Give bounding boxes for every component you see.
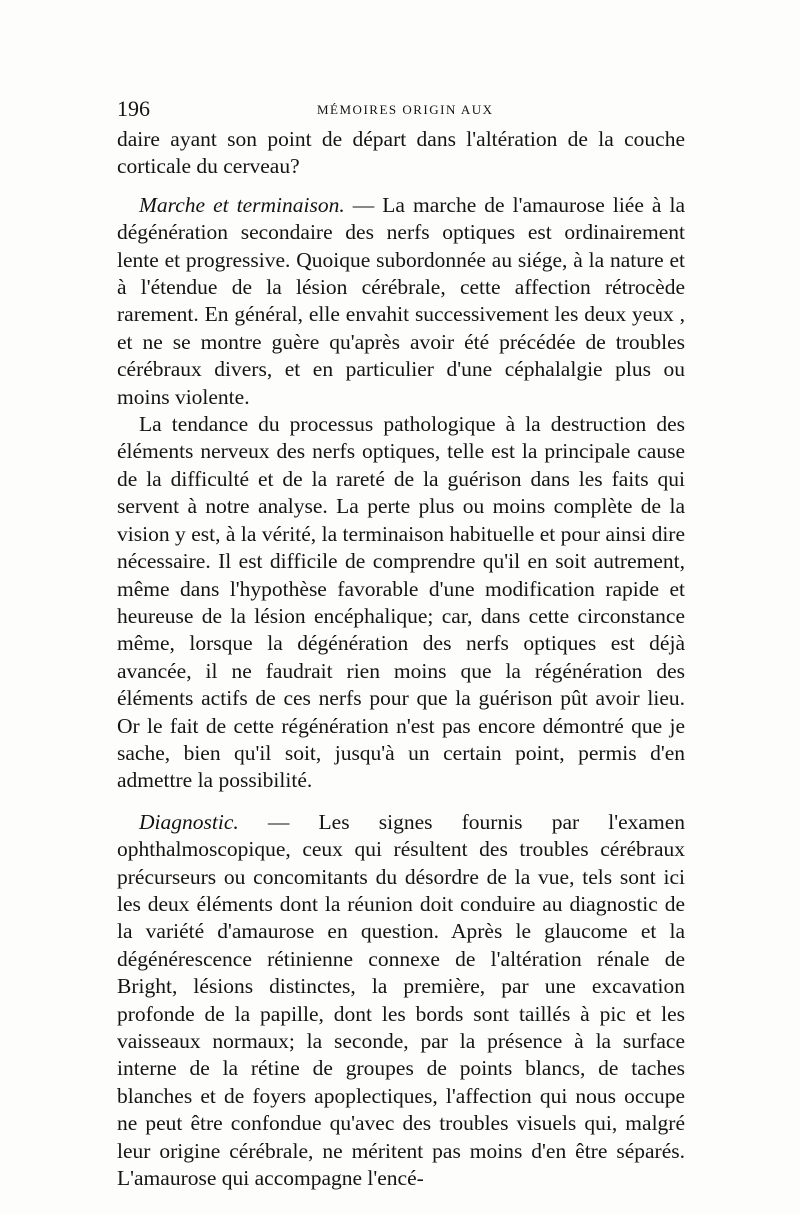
paragraph-tendance: La tendance du processus pathologique à la destruction des éléments nerveux des nerfs optiques, telle est la principale cause de la difficulté et de la rareté de la guérison dans les faits qui servent à notre analyse. La perte plus ou moins complète de la vision y est, à la vérité, la terminaison habituelle et pour ainsi dire nécessaire. Il est difficile de comprendre qu'il en soit autrement, même dans l'hypothèse favorable d'une modification rapide et heureuse de la lésion encéphalique; car, dans cette circonstance même, lorsque la dégénération des nerfs optiques est déjà avancée, il ne faudrait rien moins que la régénération des éléments actifs de ces nerfs pour que la guérison pût avoir lieu. Or le fait de cette régénération n'est pas encore démontré que je sache, bien qu'il soit, jusqu'à un certain point, permis d'en admettre la possibilité.	[117, 412, 685, 793]
section-heading-diagnostic: Diagnostic.	[139, 809, 239, 834]
paragraph-diagnostic-text: — Les signes fournis par l'examen ophthalmoscopique, ceux qui résultent des troubles cérébraux précurseurs ou concomitants du désordre de la vue, tels sont ici les deux éléments dont la réunion doit conduire au diagnostic de la variété d'amaurose en question. Après le glaucome et la dégénérescence rétinienne connexe de l'altération rénale de Bright, lésions distinctes, la première, par une excavation profonde de la papille, dont les bords sont taillés à pic et les vaisseaux normaux; la seconde, par la présence à la surface interne de la rétine de groupes de points blancs, de taches blanches et de foyers apoplectiques, l'affection qui nous occupe ne peut être confondue qu'avec des troubles visuels qui, malgré leur origine cérébrale, ne méritent pas moins d'en être séparés. L'amaurose qui accompagne l'encé-	[117, 809, 685, 1191]
page-number: 196	[117, 96, 150, 121]
body-text	[117, 126, 685, 1192]
paragraph-marche	[117, 192, 685, 411]
running-head	[117, 96, 685, 122]
section-heading-marche: Marche et terminaison.	[139, 192, 345, 217]
paragraph-continuation: daire ayant son point de départ dans l'altération de la couche corticale du cerveau?	[117, 127, 685, 179]
paragraph-marche-text: — La marche de l'amaurose liée à la dégénération secondaire des nerfs optiques est ordinairement lente et progressive. Quoique subordonnée au siége, à la nature et à l'étendue de la lésion cérébrale, cette affection rétrocède rarement. En général, elle envahit successivement les deux yeux , et ne se montre guère qu'après avoir été précédée de troubles cérébraux divers, et en particulier d'une céphalalgie plus ou moins violente.	[117, 192, 685, 409]
running-title: MÉMOIRES ORIGIN AUX	[317, 102, 494, 117]
paragraph-diagnostic	[117, 809, 685, 1193]
